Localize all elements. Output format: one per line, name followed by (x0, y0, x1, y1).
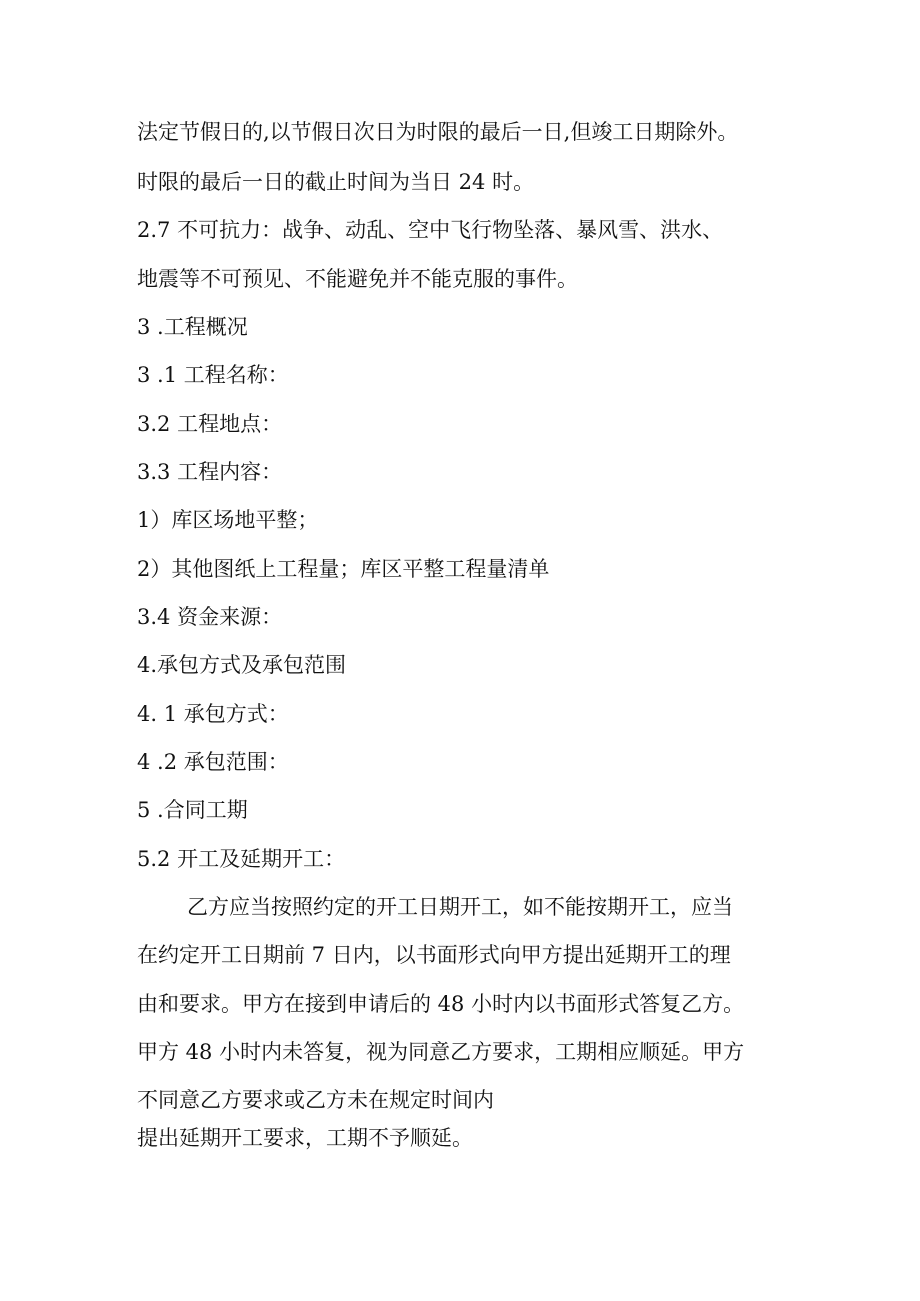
section-heading: 5 .合同工期 (137, 798, 248, 822)
text-line: 3 .1 工程名称： (137, 363, 289, 387)
text-line: 3.3 工程内容： (137, 460, 283, 484)
text-line: 3.4 资金来源： (137, 605, 283, 629)
text-line: 4 .2 承包范围： (137, 750, 289, 774)
paragraph-line: 在约定开工日期前 7 日内，以书面形式向甲方提出延期开工的理 (137, 943, 731, 967)
text-line: 5.2 开工及延期开工： (137, 847, 346, 871)
paragraph-line: 不同意乙方要求或乙方未在规定时间内 (137, 1088, 494, 1112)
text-line: 地震等不可预见、不能避免并不能克服的事件。 (137, 267, 578, 291)
list-item: 1）库区场地平整； (137, 508, 319, 532)
section-heading: 4.承包方式及承包范围 (137, 653, 347, 677)
text-line: 3.2 工程地点： (137, 412, 283, 436)
text-line: 4. 1 承包方式： (137, 702, 289, 726)
paragraph-line: 乙方应当按照约定的开工日期开工，如不能按期开工，应当 (187, 895, 733, 919)
paragraph-line: 提出延期开工要求，工期不予顺延。 (137, 1126, 473, 1150)
paragraph-line: 由和要求。甲方在接到申请后的 48 小时内以书面形式答复乙方。 (137, 992, 745, 1016)
text-line: 时限的最后一日的截止时间为当日 24 时。 (137, 170, 535, 194)
text-line: 2.7 不可抗力：战争、动乱、空中飞行物坠落、暴风雪、洪水、 (137, 218, 724, 242)
section-heading: 3 .工程概况 (137, 315, 248, 339)
list-item: 2）其他图纸上工程量；库区平整工程量清单 (137, 557, 550, 581)
paragraph-line: 甲方 48 小时内未答复，视为同意乙方要求，工期相应顺延。甲方 (137, 1040, 745, 1064)
text-line: 法定节假日的,以节假日次日为时限的最后一日,但竣工日期除外。 (137, 120, 739, 144)
